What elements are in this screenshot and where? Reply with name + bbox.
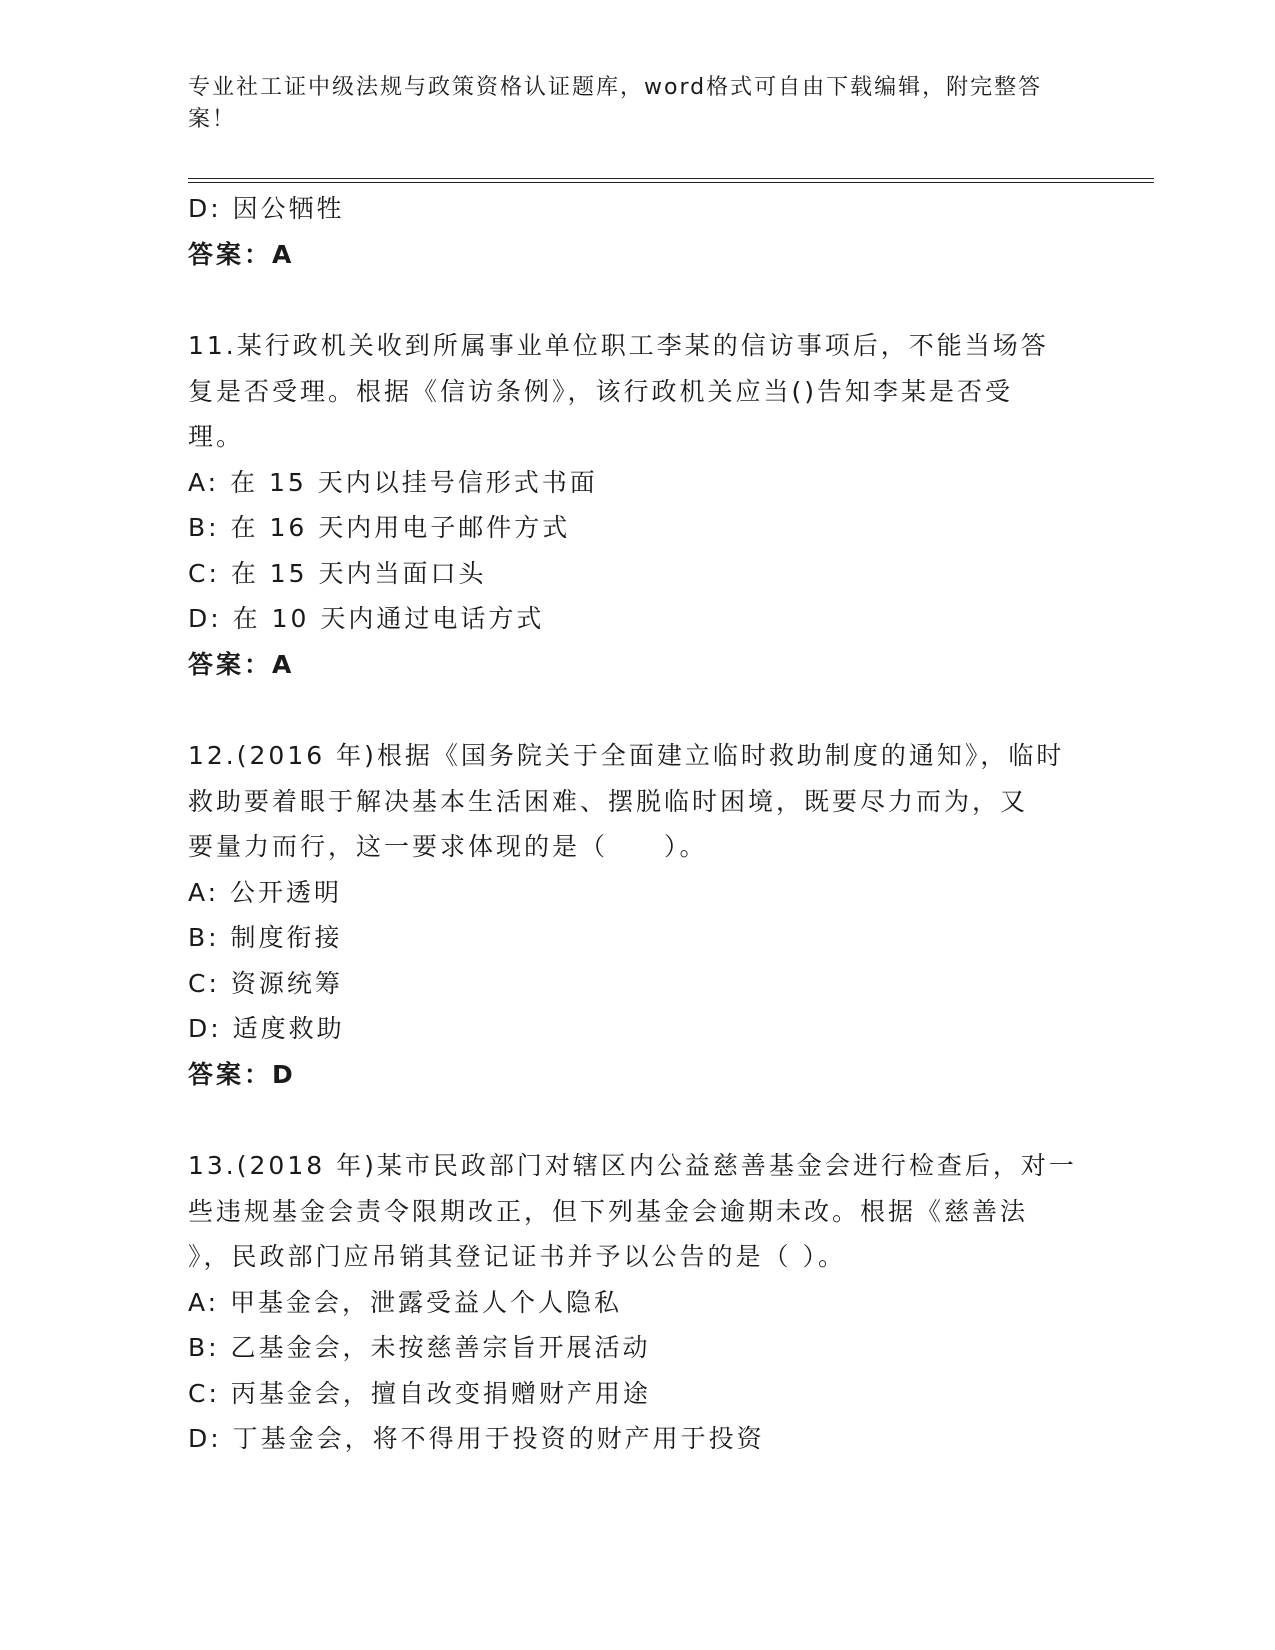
question-stem-line: 11.某行政机关收到所属事业单位职工李某的信访事项后，不能当场答 [188,331,1049,360]
question-stem-line: 些违规基金会责令限期改正，但下列基金会逾期未改。根据《慈善法 [188,1196,1029,1226]
question-stem-line: 救助要着眼于解决基本生活困难、摆脱临时困境，既要尽力而为，又 [188,786,1029,816]
question-12 [188,733,1088,1097]
option-d: D: 丁基金会，将不得用于投资的财产用于投资 [188,1424,765,1453]
question-stem-line: 要量力而行，这一要求体现的是（ ）。 [188,832,708,861]
option-c: C: 在 15 天内当面口头 [188,558,487,588]
question-13 [188,1143,1088,1462]
header-rule-top [188,178,1154,179]
question-stem-line: 12.(2016 年)根据《国务院关于全面建立临时救助制度的通知》，临时 [188,741,1065,770]
document-body [188,186,1088,1462]
option-d: D: 在 10 天内通过电话方式 [188,604,545,633]
option-c: C: 丙基金会，擅自改变捐赠财产用途 [188,1378,651,1408]
option-b: B: 乙基金会，未按慈善宗旨开展活动 [188,1333,651,1362]
question-stem-line: 》，民政部门应吊销其登记证书并予以公告的是（ ）。 [188,1242,846,1271]
question-stem-line: 复是否受理。根据《信访条例》，该行政机关应当()告知李某是否受 [188,376,1014,406]
prev-option-d: D: 因公牺牲 [188,194,345,223]
prev-answer: 答案：A [188,239,295,269]
question-stem-line: 13.(2018 年)某市民政部门对辖区内公益慈善基金会进行检查后，对一 [188,1151,1077,1180]
option-a: A: 甲基金会，泄露受益人个人隐私 [188,1287,623,1317]
option-b: B: 制度衔接 [188,923,343,952]
option-a: A: 公开透明 [188,877,343,907]
question-11 [188,323,1088,687]
answer: 答案：D [188,1059,296,1089]
option-a: A: 在 15 天内以挂号信形式书面 [188,467,598,497]
page-header: 专业社工证中级法规与政策资格认证题库，word格式可自由下载编辑，附完整答案！ [188,75,1043,132]
question-stem-line: 理。 [188,422,245,451]
header-rule-bottom [188,182,1154,183]
answer: 答案：A [188,649,295,679]
option-d: D: 适度救助 [188,1014,345,1043]
option-c: C: 资源统筹 [188,968,343,998]
option-b: B: 在 16 天内用电子邮件方式 [188,513,571,542]
